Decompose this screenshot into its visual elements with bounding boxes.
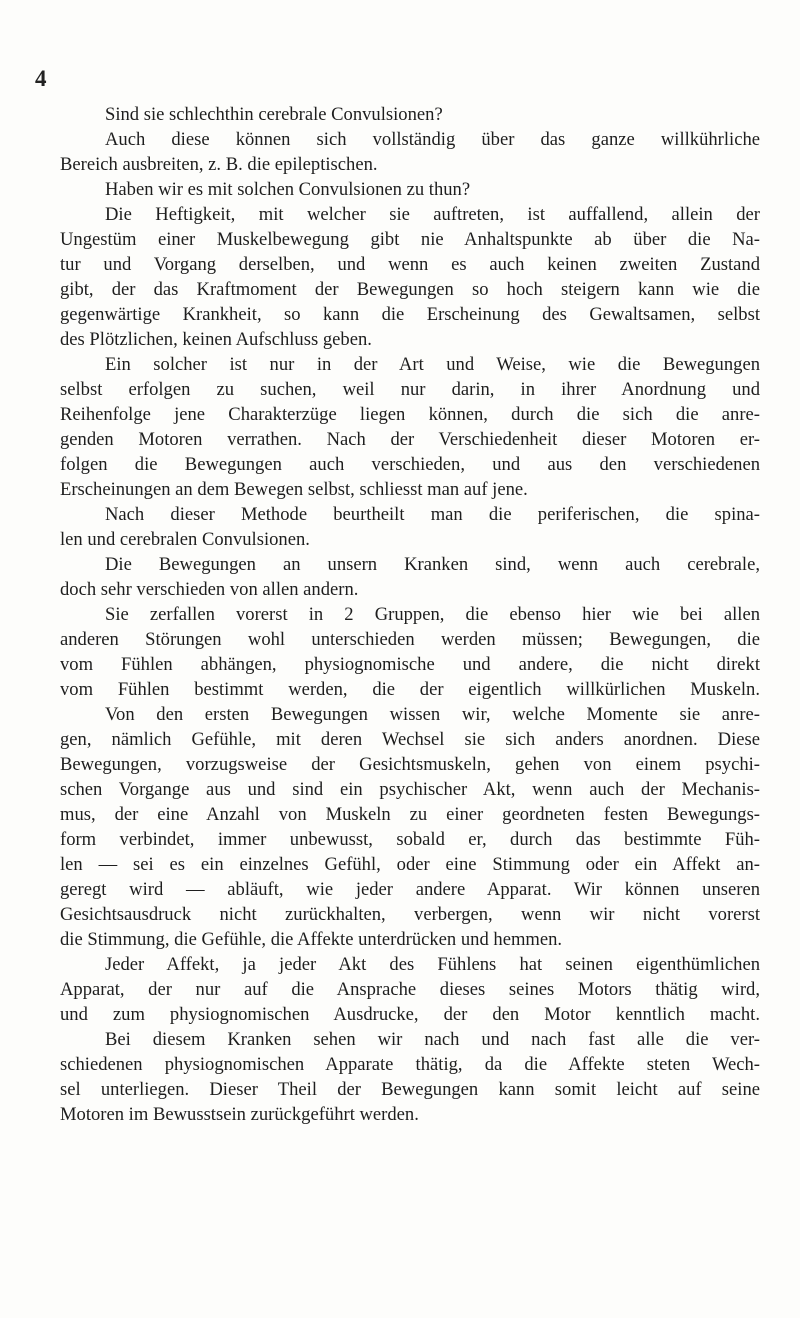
text-line: vom Fühlen abhängen, physiognomische und andere, die nicht direkt [60,654,760,675]
page-number: 4 [35,66,47,91]
text-line: Motoren im Bewusstsein zurückgeführt werden. [60,1104,419,1125]
text-line: Haben wir es mit solchen Convulsionen zu thun? [105,179,471,200]
text-line: mus, der eine Anzahl von Muskeln zu einer geordneten festen Bewegungs- [60,804,760,825]
text-line: genden Motoren verrathen. Nach der Verschiedenheit dieser Motoren er- [60,429,760,450]
text-line: selbst erfolgen zu suchen, weil nur darin, in ihrer Anordnung und [60,379,760,400]
text-line: Auch diese können sich vollständig über das ganze willkührliche [105,129,760,150]
text-line: sel unterliegen. Dieser Theil der Bewegungen kann somit leicht auf seine [60,1079,760,1100]
text-line: gibt, der das Kraftmoment der Bewegungen so hoch steigern kann wie die [60,279,760,300]
text-line: schen Vorgange aus und sind ein psychischer Akt, wenn auch der Mechanis- [60,779,760,800]
text-line: Von den ersten Bewegungen wissen wir, welche Momente sie anre- [105,704,760,725]
text-line: len — sei es ein einzelnes Gefühl, oder eine Stimmung oder ein Affekt an- [60,854,760,875]
text-line: Sind sie schlechthin cerebrale Convulsionen? [105,104,443,125]
text-line: Bereich ausbreiten, z. B. die epileptischen. [60,154,378,175]
text-line: len und cerebralen Convulsionen. [60,529,310,550]
text-line: Die Bewegungen an unsern Kranken sind, wenn auch cerebrale, [105,554,760,575]
text-line: Gesichtsausdruck nicht zurückhalten, verbergen, wenn wir nicht vorerst [60,904,760,925]
text-line: die Stimmung, die Gefühle, die Affekte unterdrücken und hemmen. [60,929,563,950]
text-line: doch sehr verschieden von allen andern. [60,579,359,600]
body-text [60,102,760,1127]
text-line: Bewegungen, vorzugsweise der Gesichtsmuskeln, gehen von einem psychi- [60,754,760,775]
text-line: gegenwärtige Krankheit, so kann die Erscheinung des Gewaltsamen, selbst [60,304,760,325]
text-line: folgen die Bewegungen auch verschieden, und aus den verschiedenen [60,454,760,475]
text-line: und zum physiognomischen Ausdrucke, der den Motor kenntlich macht. [60,1004,760,1025]
text-line: Apparat, der nur auf die Ansprache dieses seines Motors thätig wird, [60,979,760,1000]
text-line: Die Heftigkeit, mit welcher sie auftreten, ist auffallend, allein der [105,204,760,225]
text-line: Ein solcher ist nur in der Art und Weise, wie die Bewegungen [105,354,760,375]
text-line: Erscheinungen an dem Bewegen selbst, schliesst man auf jene. [60,479,528,500]
text-line: Reihenfolge jene Charakterzüge liegen können, durch die sich die anre- [60,404,760,425]
text-line: des Plötzlichen, keinen Aufschluss geben. [60,329,372,350]
text-line: geregt wird — abläuft, wie jeder andere Apparat. Wir können unseren [60,879,760,900]
text-line: vom Fühlen bestimmt werden, die der eigentlich willkürlichen Muskeln. [60,679,760,700]
text-line: Bei diesem Kranken sehen wir nach und nach fast alle die ver- [105,1029,760,1050]
text-line: tur und Vorgang derselben, und wenn es auch keinen zweiten Zustand [60,254,760,275]
text-line: Ungestüm einer Muskelbewegung gibt nie Anhaltspunkte ab über die Na- [60,229,760,250]
text-line: Sie zerfallen vorerst in 2 Gruppen, die ebenso hier wie bei allen [105,604,760,625]
text-line: form verbindet, immer unbewusst, sobald er, durch das bestimmte Füh- [60,829,760,850]
text-line: gen, nämlich Gefühle, mit deren Wechsel sie sich anders anordnen. Diese [60,729,760,750]
text-line: Nach dieser Methode beurtheilt man die periferischen, die spina- [105,504,760,525]
text-line: anderen Störungen wohl unterschieden werden müssen; Bewegungen, die [60,629,760,650]
text-line: Jeder Affekt, ja jeder Akt des Fühlens hat seinen eigenthümlichen [105,954,760,975]
text-line: schiedenen physiognomischen Apparate thätig, da die Affekte steten Wech- [60,1054,760,1075]
